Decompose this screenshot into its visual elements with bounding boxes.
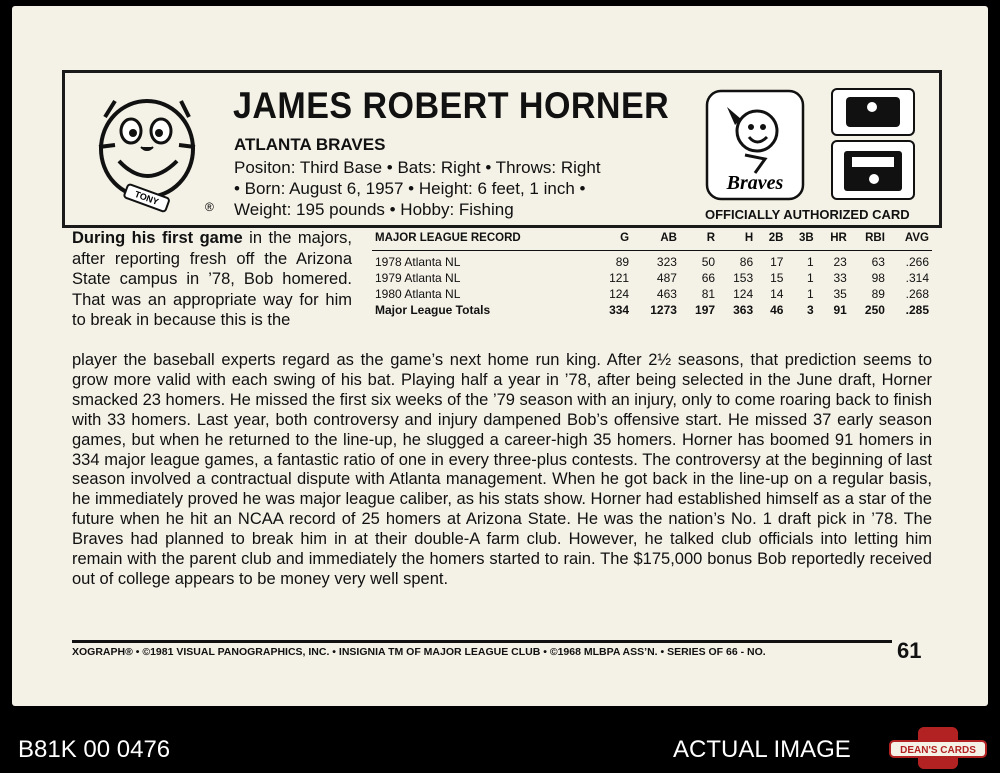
player-name: JAMES ROBERT HORNER <box>233 85 670 126</box>
stats-cell: 1 <box>807 255 814 269</box>
stats-cell: .266 <box>905 255 929 269</box>
deans-cards-logo <box>888 725 988 771</box>
stats-header-cell: HR <box>830 232 847 244</box>
stats-totals-row <box>372 302 932 318</box>
stats-total-cell: 1273 <box>650 303 677 317</box>
stats-cell: 323 <box>656 255 677 269</box>
player-bio <box>234 157 674 220</box>
stats-total-cell: 197 <box>695 303 716 317</box>
braves-logo-text: Braves <box>726 172 784 194</box>
tony-tiger-logo <box>85 87 215 217</box>
stats-cell: 1 <box>807 271 814 285</box>
bio-line: Weight: 195 pounds • Hobby: Fishing <box>234 200 514 219</box>
stats-header-cell: R <box>706 232 716 244</box>
stats-header-cell: AVG <box>904 232 929 244</box>
stats-cell: 66 <box>701 271 716 285</box>
actual-image-label: ACTUAL IMAGE <box>673 736 851 763</box>
stats-header-cell: RBI <box>865 232 885 244</box>
stats-cell: 50 <box>701 255 716 269</box>
stats-cell: 23 <box>833 255 847 269</box>
stats-total-cell: 91 <box>833 303 847 317</box>
bio-line: Positon: Third Base • Bats: Right • Throws: Right <box>234 158 601 177</box>
stats-header-cell: G <box>620 232 630 244</box>
footer-copyright: XOGRAPH® • ©1981 VISUAL PANOGRAPHICS, INC. • INSIGNIA TM OF MAJOR LEAGUE CLUB • ©1968 MLBPA ASS’N. • SERIES OF 66 - NO. <box>72 646 766 658</box>
stats-cell: 121 <box>609 271 630 285</box>
stats-row <box>372 254 932 270</box>
stats-cell: 487 <box>656 271 677 285</box>
stats-header-cell: MAJOR LEAGUE RECORD <box>375 232 521 244</box>
authorized-card-label: OFFICIALLY AUTHORIZED CARD <box>705 207 910 222</box>
stats-cell: 15 <box>770 271 784 285</box>
bio-paragraph: player the baseball experts regard as the game’s next home run king. After 2½ seasons, that prediction seems to grow more valid with each swing of his bat. Playing half a year in ’78, after being selected in the June draft, Horner smacked 23 homers. He missed the first six weeks of the ’79 season with an injury, only to come roaring back to finish with 33 homers. Last year, both controversy and injury dampened Bob’s offensive start. He missed 37 early season games, but when he returned to the line-up, he slugged a career-high 35 homers. Horner has boomed 91 homers in 334 major league games, a fantastic ratio of one in every three-plus contests. The controversy at the beginning of last season involved a contractual dispute with Atlanta management. When he got back in the line-up on a regular basis, he immediately proved he was major league caliber, as his stats show. Horner had established himself as a star of the future when he hit an NCAA record of 25 homers at Arizona State. He was the nation’s No. 1 draft pick in ’78. The Braves had planned to break him in at their double-A farm club. However, he talked club officials into letting him remain with the parent club and immediately the homers started to rain. The $175,000 bonus Bob reportedly received out of college appears to be money very well spent. <box>72 351 932 588</box>
stats-cell: 81 <box>701 287 716 301</box>
stats-total-cell: 3 <box>807 303 814 317</box>
stats-cell: 153 <box>733 271 754 285</box>
stats-cell: .268 <box>905 287 929 301</box>
stats-cell: 89 <box>871 287 885 301</box>
braves-logo <box>705 89 805 205</box>
lead-text: in the majors, after reporting fresh off the Arizona State campus in ’78, Bob homered. That was an appropriate way for him to break in because this is the <box>72 229 352 329</box>
mlb-logos <box>830 87 918 203</box>
stats-cell: 124 <box>733 287 754 301</box>
stats-row <box>372 270 932 286</box>
lead-paragraph <box>72 228 352 331</box>
stats-cell: 89 <box>615 255 630 269</box>
stats-cell: 17 <box>770 255 784 269</box>
footer-divider <box>72 640 892 643</box>
stats-cell: 35 <box>833 287 847 301</box>
stats-cell: 1978 Atlanta NL <box>375 255 461 269</box>
stats-total-cell: .285 <box>905 303 929 317</box>
bio-line: • Born: August 6, 1957 • Height: 6 feet, 1 inch • <box>234 179 586 198</box>
stats-cell: 1 <box>807 287 814 301</box>
stats-header-cell: 3B <box>799 232 814 244</box>
stats-total-cell: 363 <box>733 303 754 317</box>
stats-cell: 1979 Atlanta NL <box>375 271 461 285</box>
stats-cell: 86 <box>739 255 754 269</box>
stats-table <box>372 232 932 318</box>
stats-cell: 98 <box>871 271 885 285</box>
stats-row <box>372 286 932 302</box>
stats-cell: 14 <box>770 287 784 301</box>
stats-cell: 124 <box>609 287 630 301</box>
card-id: B81K 00 0476 <box>18 736 171 763</box>
tiger-caption: TONY <box>133 188 161 207</box>
stats-cell: 33 <box>833 271 847 285</box>
stats-total-cell: 46 <box>770 303 784 317</box>
dealer-name: DEAN'S CARDS <box>900 745 976 756</box>
stats-total-cell: 250 <box>864 303 885 317</box>
stats-total-cell: Major League Totals <box>375 303 491 317</box>
card-number: 61 <box>897 638 922 663</box>
stats-header-cell: 2B <box>768 232 784 244</box>
header-box <box>62 70 942 228</box>
team-name: ATLANTA BRAVES <box>234 135 386 154</box>
stats-cell: 63 <box>871 255 885 269</box>
stats-cell: 1980 Atlanta NL <box>375 287 461 301</box>
lead-bold: During his first game <box>72 229 243 247</box>
stats-header-cell: H <box>744 232 754 244</box>
svg-text:®: ® <box>205 200 214 214</box>
stats-cell: .314 <box>905 271 929 285</box>
stats-total-cell: 334 <box>609 303 630 317</box>
stats-cell: 463 <box>656 287 677 301</box>
stats-header-cell: AB <box>660 232 677 244</box>
